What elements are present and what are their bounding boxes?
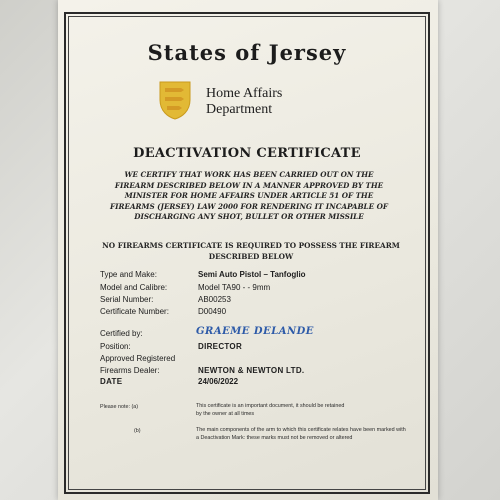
certified-by-label: Certified by:	[100, 329, 143, 338]
type-label: Type and Make:	[100, 270, 157, 279]
note-b-label: (b)	[134, 428, 141, 434]
department-line-1: Home Affairs	[206, 86, 283, 101]
model-label: Model and Calibre:	[100, 283, 168, 292]
dealer-label-line-2: Firearms Dealer:	[100, 366, 160, 375]
serial-label: Serial Number:	[100, 295, 154, 304]
jersey-crest-icon	[158, 80, 192, 120]
date-value: 24/06/2022	[198, 377, 239, 386]
certificate-heading: DEACTIVATION CERTIFICATE	[133, 146, 361, 161]
position-value: DIRECTOR	[198, 342, 243, 351]
date-label: DATE	[100, 377, 123, 386]
model-value: Model TA90 - - 9mm	[198, 283, 271, 292]
cert-number-value: D00490	[198, 307, 227, 316]
page-title: States of Jersey	[147, 40, 347, 65]
department-name	[206, 86, 326, 118]
type-value: Semi Auto Pistol – Tanfoglio	[198, 270, 306, 279]
note-a-text: This certificate is an important document, it should be retained by the owner at all times	[196, 403, 345, 417]
certified-by-signature: GRAEME DELANDE	[196, 326, 314, 337]
cert-number-label: Certificate Number:	[100, 307, 169, 316]
notice-text: NO FIREARMS CERTIFICATE IS REQUIRED TO POSSESS THE FIREARM DESCRIBED BELOW	[102, 241, 400, 261]
dealer-label-line-1: Approved Registered	[100, 354, 176, 363]
serial-value: AB00253	[198, 295, 231, 304]
position-label: Position:	[100, 342, 131, 351]
please-note-label: Please note: (a)	[100, 404, 139, 410]
department-line-2: Department	[206, 102, 273, 117]
note-b-text: The main components of the arm to which this certificate relates have been marked with a Deactivation Mark: these marks must not be removed or altered	[196, 427, 406, 441]
declaration-text: WE CERTIFY THAT WORK HAS BEEN CARRIED OUT ON THE FIREARM DESCRIBED BELOW IN A MANNER APPROVED BY THE MINISTER FOR HOME AFFAIRS UNDER ARTICLE 51 OF THE FIREARMS (JERSEY) LAW 2000 FOR RENDERING IT INCAPABLE OF DISCHARGING ANY SHOT, BULLET OR OTHER MISSILE	[110, 170, 388, 221]
dealer-value: NEWTON & NEWTON LTD.	[198, 366, 305, 375]
